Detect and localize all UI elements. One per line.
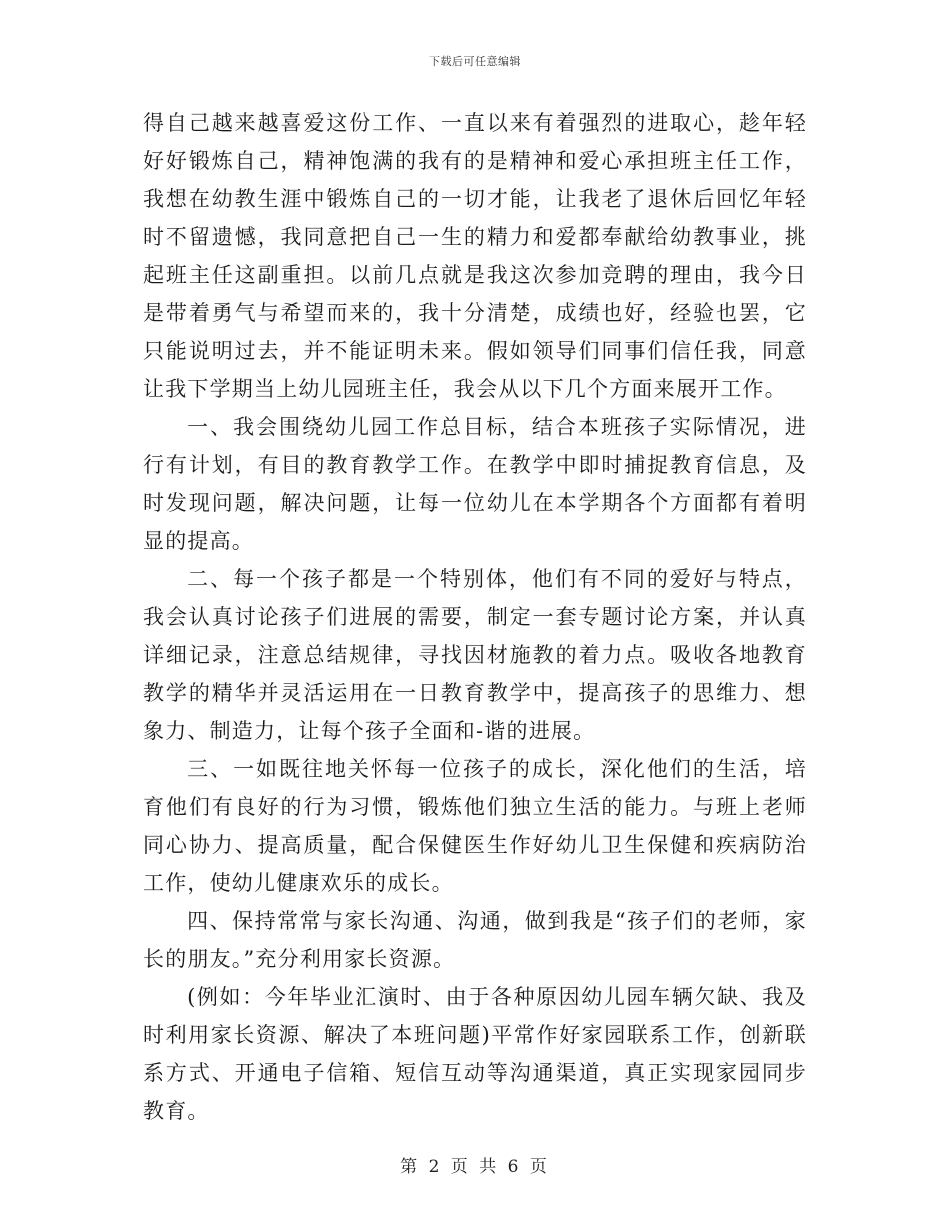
paragraph-item-1: 一、我会围绕幼儿园工作总目标，结合本班孩子实际情况，进行有计划，有目的教育教学工作。在教学中即时捕捉教育信息，及时发现问题，解决问题，让每一位幼儿在本学期各个方面都有着明显的提高。 (143, 415, 807, 553)
paragraph-item-2: 二、每一个孩子都是一个特别体，他们有不同的爱好与特点，我会认真讨论孩子们进展的需要，制定一套专题讨论方案，并认真详细记录，注意总结规律，寻找因材施教的着力点。吸收各地教育教学的精华并灵活运用在一日教育教学中，提高孩子的思维力、想象力、制造力，让每个孩子全面和-谐的进展。 (143, 567, 807, 743)
paragraph-item-4: 四、保持常常与家长沟通、沟通，做到我是“孩子们的老师，家长的朋友。”充分利用家长资源。 (143, 909, 807, 971)
paragraph-item-3: 三、一如既往地关怀每一位孩子的成长，深化他们的生活，培育他们有良好的行为习惯，锻炼他们独立生活的能力。与班上老师同心协力、提高质量，配合保健医生作好幼儿卫生保健和疾病防治工作，使幼儿健康欢乐的成长。 (143, 757, 807, 895)
paragraph-example: (例如：今年毕业汇演时、由于各种原因幼儿园车辆欠缺、我及时利用家长资源、解决了本班问题)平常作好家园联系工作，创新联系方式、开通电子信箱、短信互动等沟通渠道，真正实现家园同步教育。 (143, 985, 807, 1123)
paragraph-continuation: 得自己越来越喜爱这份工作、一直以来有着强烈的进取心，趁年轻好好锻炼自己，精神饱满的我有的是精神和爱心承担班主任工作，我想在幼教生涯中锻炼自己的一切才能，让我老了退休后回忆年轻时不留遗憾，我同意把自己一生的精力和爱都奉献给幼教事业，挑起班主任这副重担。以前几点就是我这次参加竞聘的理由，我今日是带着勇气与希望而来的，我十分清楚，成绩也好，经验也罢，它只能说明过去，并不能证明未来。假如领导们同事们信任我，同意让我下学期当上幼儿园班主任，我会从以下几个方面来展开工作。 (143, 111, 807, 401)
page-header-note: 下载后可任意编辑 (429, 55, 521, 68)
document-body (143, 104, 807, 1130)
page-number-footer: 第 2 页 共 6 页 (400, 1157, 550, 1177)
